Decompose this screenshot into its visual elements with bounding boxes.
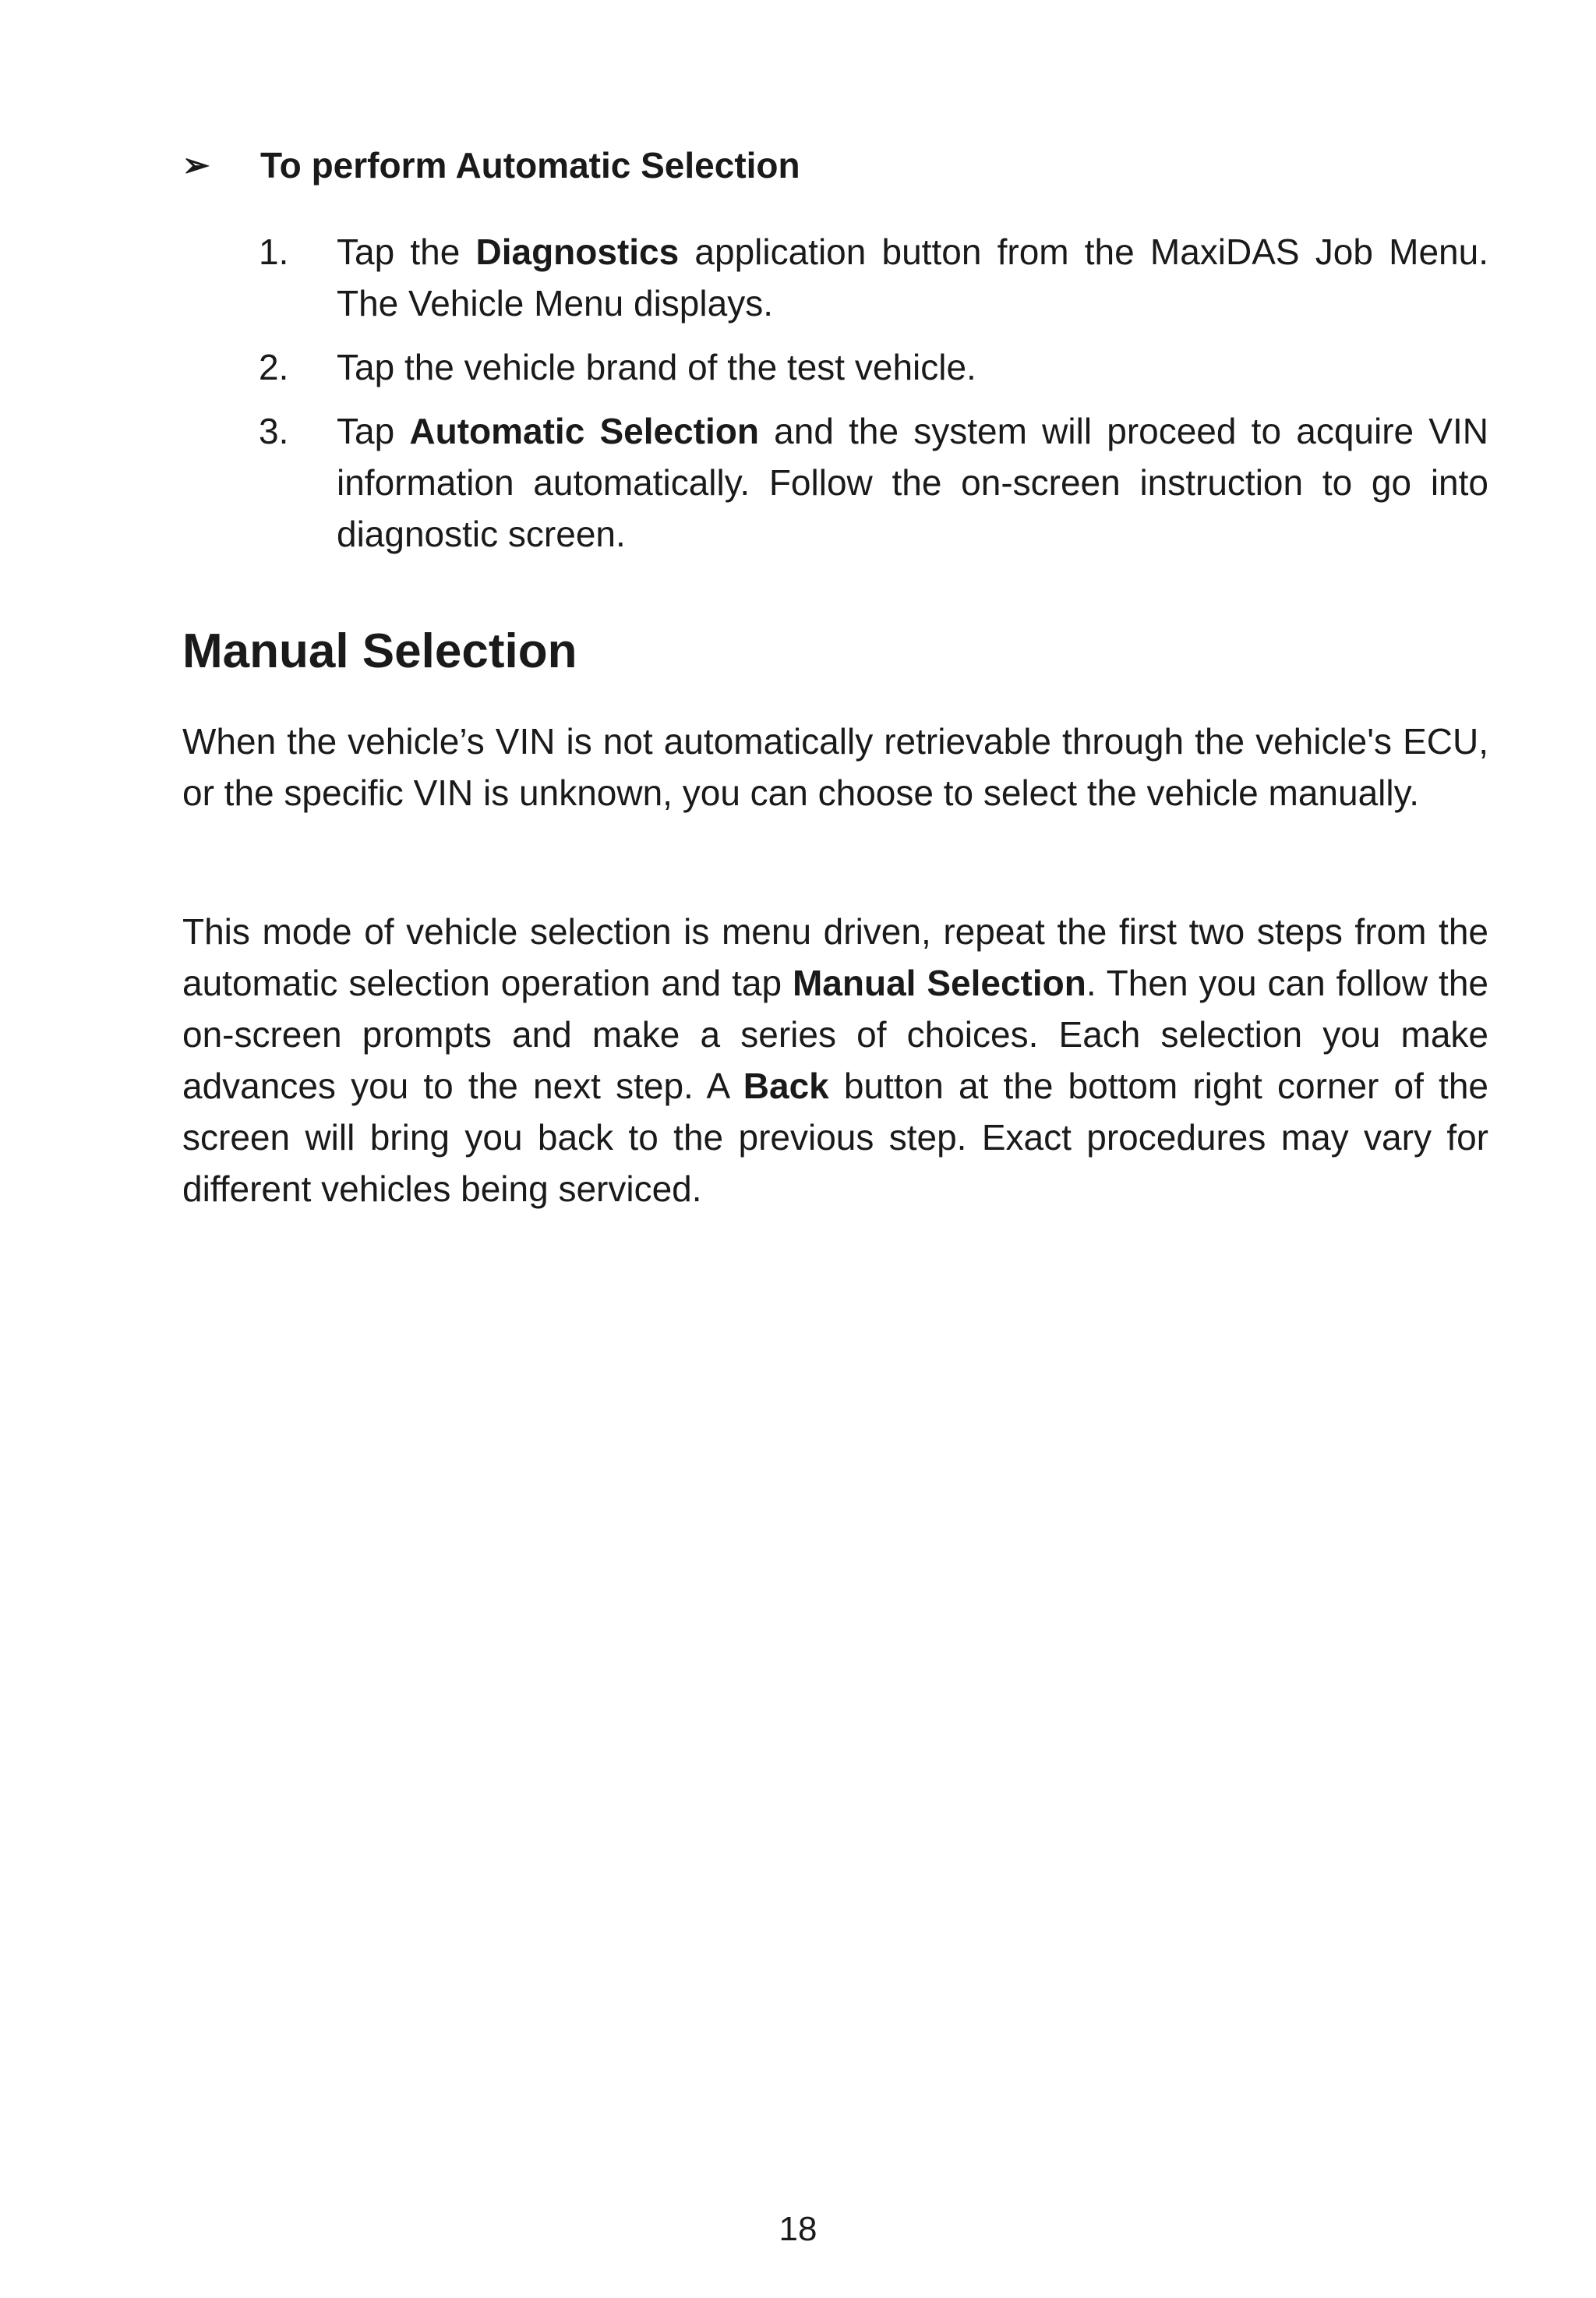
paragraph-manual-selection: This mode of vehicle selection is menu driven, repeat the first two steps from the automatic selection operation and tap Manual Selection. Then you can follow the on-screen prompts and make a series of choices. Each selection you make advances you to the next step. A Back button at the bottom right corner of the screen will bring you back to the previous step. Exact procedures may vary for different vehicles being serviced.	[182, 911, 1488, 1209]
step-number: 3.	[259, 411, 289, 451]
paragraph-vin-unknown: When the vehicle’s VIN is not automatically retrievable through the vehicle's ECU, or the specific VIN is unknown, you can choose to select the vehicle manually.	[182, 721, 1488, 813]
procedure-steps	[182, 226, 1488, 560]
procedure-heading-text: To perform Automatic Selection	[260, 145, 800, 186]
document-page	[182, 0, 1488, 2298]
step-text: Tap the vehicle brand of the test vehicle.	[337, 347, 976, 387]
step-item	[182, 341, 1488, 393]
step-item	[182, 405, 1488, 560]
bold-term: Manual Selection	[792, 963, 1086, 1003]
bold-term: Back	[743, 1066, 829, 1106]
section-title: Manual Selection	[182, 624, 577, 678]
step-text: Tap the Diagnostics application button from the MaxiDAS Job Menu. The Vehicle Menu displays.	[337, 232, 1488, 323]
page-number: 18	[779, 2210, 817, 2248]
arrow-bullet-icon: ➢	[182, 147, 210, 183]
step-text: Tap Automatic Selection and the system will proceed to acquire VIN information automatically. Follow the on-screen instruction to go into diagnostic screen.	[337, 411, 1488, 554]
bold-term: Automatic Selection	[409, 411, 759, 451]
step-number: 1.	[259, 232, 289, 272]
step-number: 2.	[259, 347, 289, 387]
step-item	[182, 226, 1488, 329]
bold-term: Diagnostics	[475, 232, 680, 272]
